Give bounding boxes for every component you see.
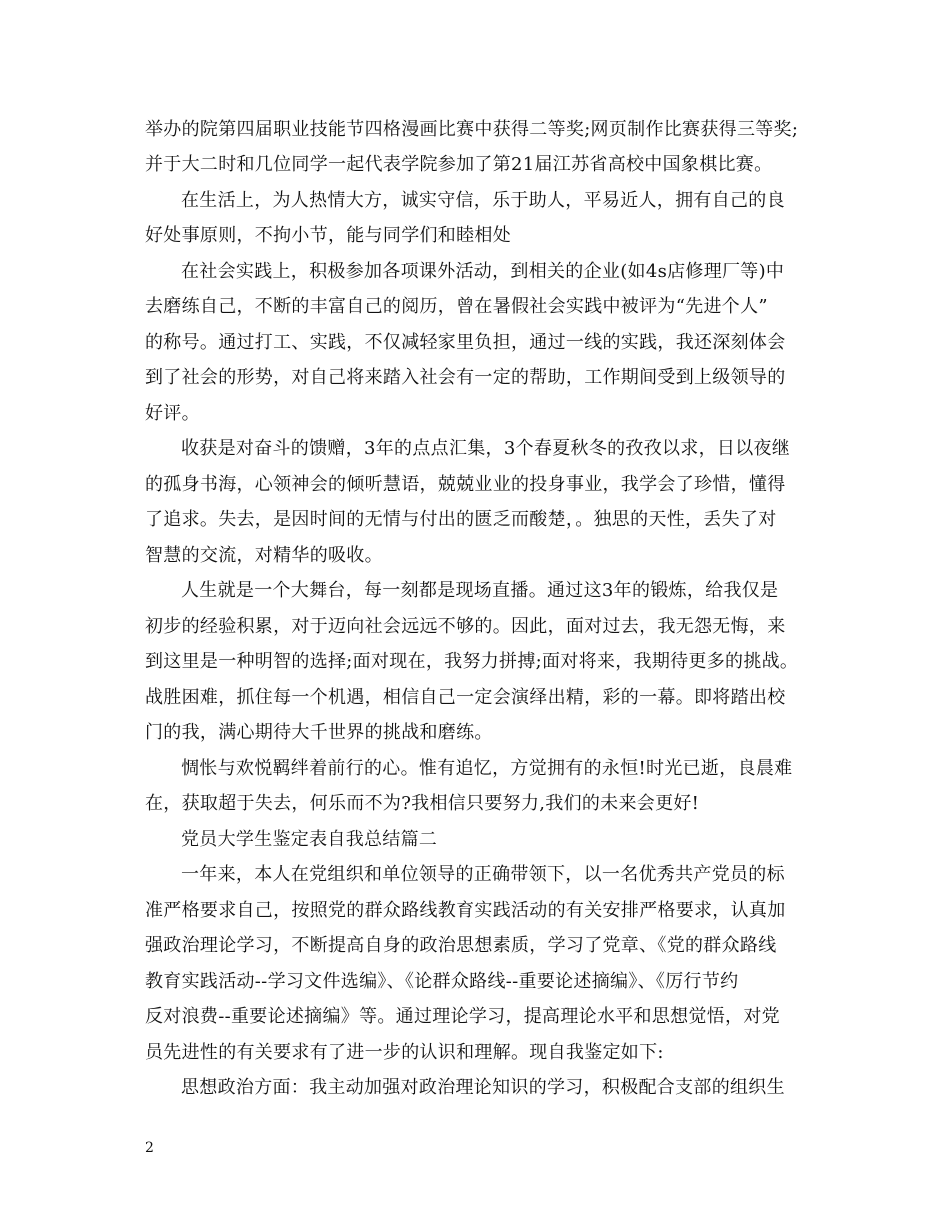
section-heading: 党员大学生鉴定表自我总结篇二 [181, 829, 438, 850]
text-line: 并于大二时和几位同学一起代表学院参加了第21届江苏省高校中国象棋比赛。 [145, 154, 773, 175]
paragraph-start-line: 思想政治方面：我主动加强对政治理论知识的学习，积极配合支部的组织生 [181, 1077, 785, 1098]
text-line: 反对浪费--重要论述摘编》等。通过理论学习，提高理论水平和思想觉悟，对党 [145, 1006, 780, 1027]
paragraph-start-line: 收获是对奋斗的馈赠，3年的点点汇集，3个春夏秋冬的孜孜以求，日以夜继 [181, 438, 791, 459]
paragraph-start-line: 在社会实践上，积极参加各项课外活动，到相关的企业(如4s店修理厂等)中 [181, 261, 785, 282]
paragraph-start-line: 在生活上，为人热情大方，诚实守信，乐于助人，平易近人，拥有自己的良 [181, 190, 785, 211]
text-line: 门的我，满心期待大千世界的挑战和磨练。 [145, 722, 493, 743]
text-line: 战胜困难，抓住每一个机遇，相信自己一定会演绎出精，彩的一幕。即将踏出校 [145, 687, 786, 708]
text-line: 在，获取超于失去，何乐而不为?我相信只要努力,我们的未来会更好! [145, 793, 700, 814]
text-line: 准严格要求自己，按照党的群众路线教育实践活动的有关安排严格要求，认真加 [145, 900, 786, 921]
text-line: 到这里是一种明智的选择;面对现在，我努力拼搏;面对将来，我期待更多的挑战。 [145, 651, 799, 672]
text-line: 举办的院第四届职业技能节四格漫画比赛中获得二等奖;网页制作比赛获得三等奖; [145, 119, 799, 140]
text-line: 教育实践活动--学习文件选编》、《论群众路线--重要论述摘编》、《厉行节约 [145, 971, 739, 992]
paragraph-start-line: 惆怅与欢悦羁绊着前行的心。惟有追忆，方觉拥有的永恒!时光已逝，良晨难 [181, 758, 793, 779]
text-line: 强政治理论学习，不断提高自身的政治思想素质，学习了党章、《党的群众路线 [145, 935, 777, 956]
text-line: 智慧的交流，对精华的吸收。 [145, 545, 383, 566]
paragraph-start-line: 人生就是一个大舞台，每一刻都是现场直播。通过这3年的锻炼，给我仅是 [181, 580, 779, 601]
text-line: 了追求。失去，是因时间的无情与付出的匮乏而酸楚，。独思的天性，丢失了对 [145, 509, 777, 530]
text-line: 的孤身书海，心领神会的倾听慧语，兢兢业业的投身事业，我学会了珍惜，懂得 [145, 474, 786, 495]
paragraph-start-line: 一年来，本人在党组织和单位领导的正确带领下，以一名优秀共产党员的标 [181, 864, 785, 885]
text-line: 好处事原则，不拘小节，能与同学们和睦相处 [145, 225, 511, 246]
text-line: 初步的经验积累，对于迈向社会远远不够的。因此，面对过去，我无怨无悔，来 [145, 616, 786, 637]
page-number: 2 [145, 1140, 154, 1156]
text-line: 去磨练自己，不断的丰富自己的阅历，曾在暑假社会实践中被评为“先进个人” [145, 296, 768, 317]
text-line: 员先进性的有关要求有了进一步的认识和理解。现自我鉴定如下: [145, 1042, 664, 1063]
text-line: 的称号。通过打工、实践，不仅减轻家里负担，通过一线的实践，我还深刻体会 [145, 332, 786, 353]
text-line: 到了社会的形势，对自己将来踏入社会有一定的帮助，工作期间受到上级领导的 [145, 367, 786, 388]
text-line: 好评。 [145, 403, 200, 424]
